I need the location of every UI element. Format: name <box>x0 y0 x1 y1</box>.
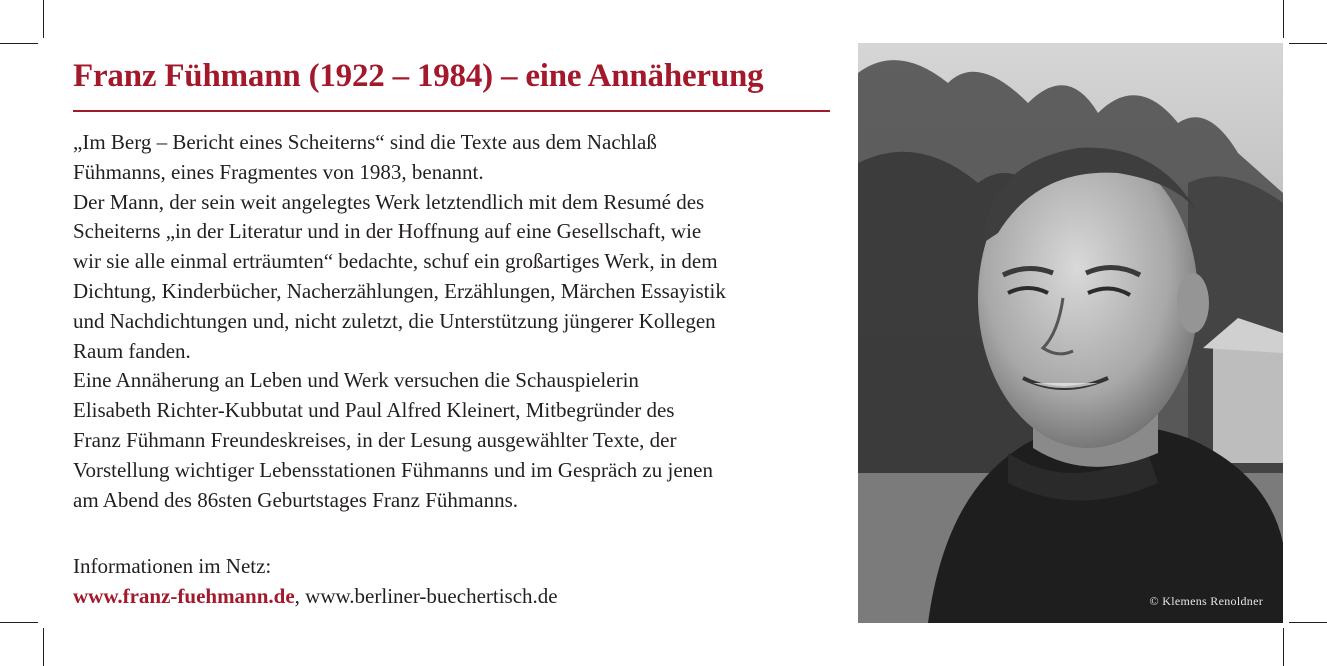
crop-mark <box>0 622 38 623</box>
body-text <box>73 128 843 515</box>
portrait-photo <box>858 43 1283 623</box>
body-line: wir sie alle einmal erträumten“ bedachte, schuf ein großartiges Werk, in dem <box>73 249 718 274</box>
crop-mark <box>1289 43 1327 44</box>
crop-mark <box>1289 622 1327 623</box>
body-line: Franz Fühmann Freundeskreises, in der Lesung ausgewählter Texte, der <box>73 427 677 452</box>
photo-credit: © Klemens Renoldner <box>1149 594 1263 608</box>
body-line: am Abend des 86sten Geburtstages Franz Fühmanns. <box>73 487 519 512</box>
page-title: Franz Fühmann (1922 – 1984) – eine Annäherung <box>73 58 764 94</box>
body-line: „Im Berg – Bericht eines Scheiterns“ sind die Texte aus dem Nachlaß <box>73 130 657 154</box>
body-line: Elisabeth Richter-Kubbutat und Paul Alfred Kleinert, Mitbegründer des <box>73 398 675 423</box>
crop-mark <box>1283 628 1284 666</box>
link-separator: , <box>294 584 306 608</box>
body-line: und Nachdichtungen und, nicht zuletzt, die Unterstützung jüngerer Kollegen <box>73 308 716 333</box>
body-line: Scheiterns „in der Literatur und in der Hoffnung auf eine Gesellschaft, wie <box>73 219 702 244</box>
link-berliner-buechertisch[interactable]: www.berliner-buechertisch.de <box>305 584 558 608</box>
info-links <box>73 581 558 611</box>
crop-mark <box>0 43 38 44</box>
link-franz-fuehmann[interactable]: www.franz-fuehmann.de <box>73 584 295 608</box>
body-line: Dichtung, Kinderbücher, Nacherzählungen, Erzählungen, Märchen Essayistik <box>73 278 726 303</box>
body-line: Fühmanns, eines Fragmentes von 1983, benannt. <box>73 159 484 184</box>
body-line: Eine Annäherung an Leben und Werk versuchen die Schauspielerin <box>73 368 639 393</box>
crop-mark <box>1283 0 1284 38</box>
body-line: Vorstellung wichtiger Lebensstationen Fühmanns und im Gespräch zu jenen <box>73 457 713 482</box>
body-line: Der Mann, der sein weit angelegtes Werk letztendlich mit dem Resumé des <box>73 189 705 214</box>
crop-mark <box>43 628 44 666</box>
crop-mark <box>43 0 44 38</box>
title-underline <box>73 110 830 112</box>
body-line: Raum fanden. <box>73 338 191 363</box>
info-heading: Informationen im Netz: <box>73 554 272 578</box>
info-block <box>73 551 558 611</box>
portrait-illustration <box>858 43 1283 623</box>
